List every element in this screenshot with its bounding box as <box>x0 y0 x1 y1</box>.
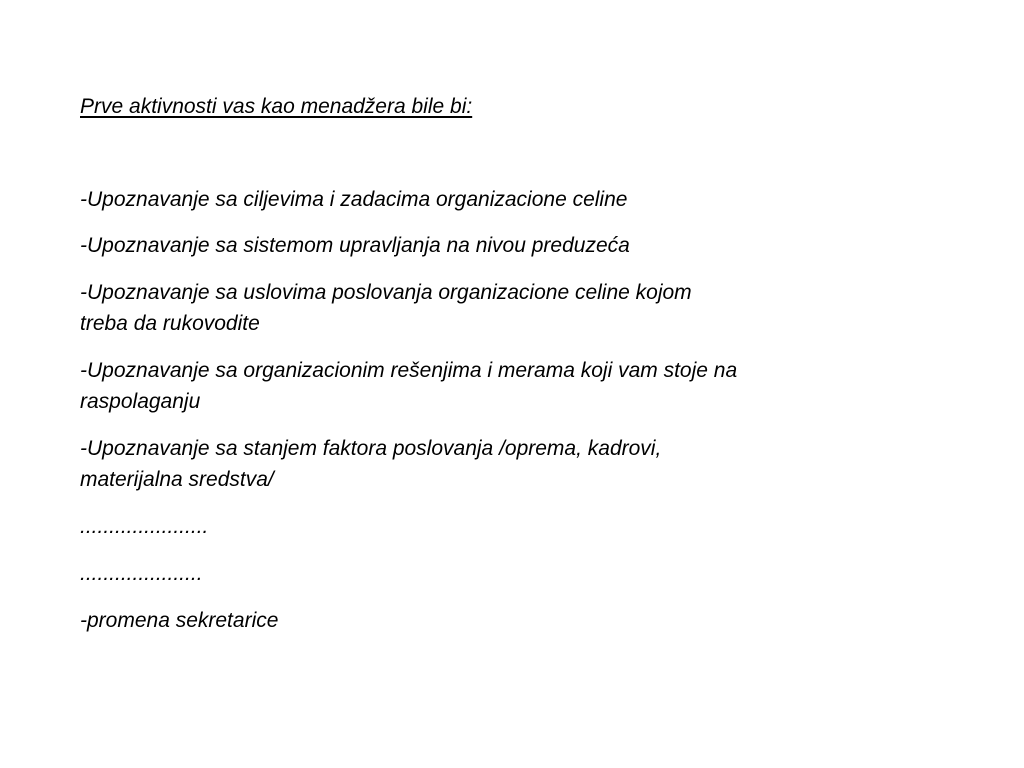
list-item-text: ...................... <box>80 515 209 538</box>
list-item-text: -Upoznavanje sa uslovima poslovanja organizacione celine kojom <box>80 281 692 304</box>
slide-heading: Prve aktivnosti vas kao menadžera bile bi: <box>80 95 473 118</box>
list-item-text: ..................... <box>80 562 203 585</box>
list-item-text-continued: materijalna sredstva/ <box>80 468 274 491</box>
list-item <box>80 605 900 636</box>
list-item <box>80 355 900 417</box>
list-item-text: -Upoznavanje sa ciljevima i zadacima organizacione celine <box>80 188 628 211</box>
list-item <box>80 433 900 495</box>
list-item-text: -promena sekretarice <box>80 609 279 632</box>
activity-list <box>80 184 900 652</box>
list-item-ellipsis <box>80 511 900 542</box>
list-item-text: -Upoznavanje sa organizacionim rešenjima i merama koji vam stoje na <box>80 359 738 382</box>
list-item <box>80 277 900 339</box>
list-item-text: -Upoznavanje sa sistemom upravljanja na nivou preduzeća <box>80 234 630 257</box>
list-item-text-continued: raspolaganju <box>80 390 201 413</box>
list-item-ellipsis <box>80 558 900 589</box>
list-item <box>80 184 900 215</box>
list-item <box>80 230 900 261</box>
list-item-text-continued: treba da rukovodite <box>80 312 260 335</box>
list-item-text: -Upoznavanje sa stanjem faktora poslovanja /oprema, kadrovi, <box>80 437 662 460</box>
